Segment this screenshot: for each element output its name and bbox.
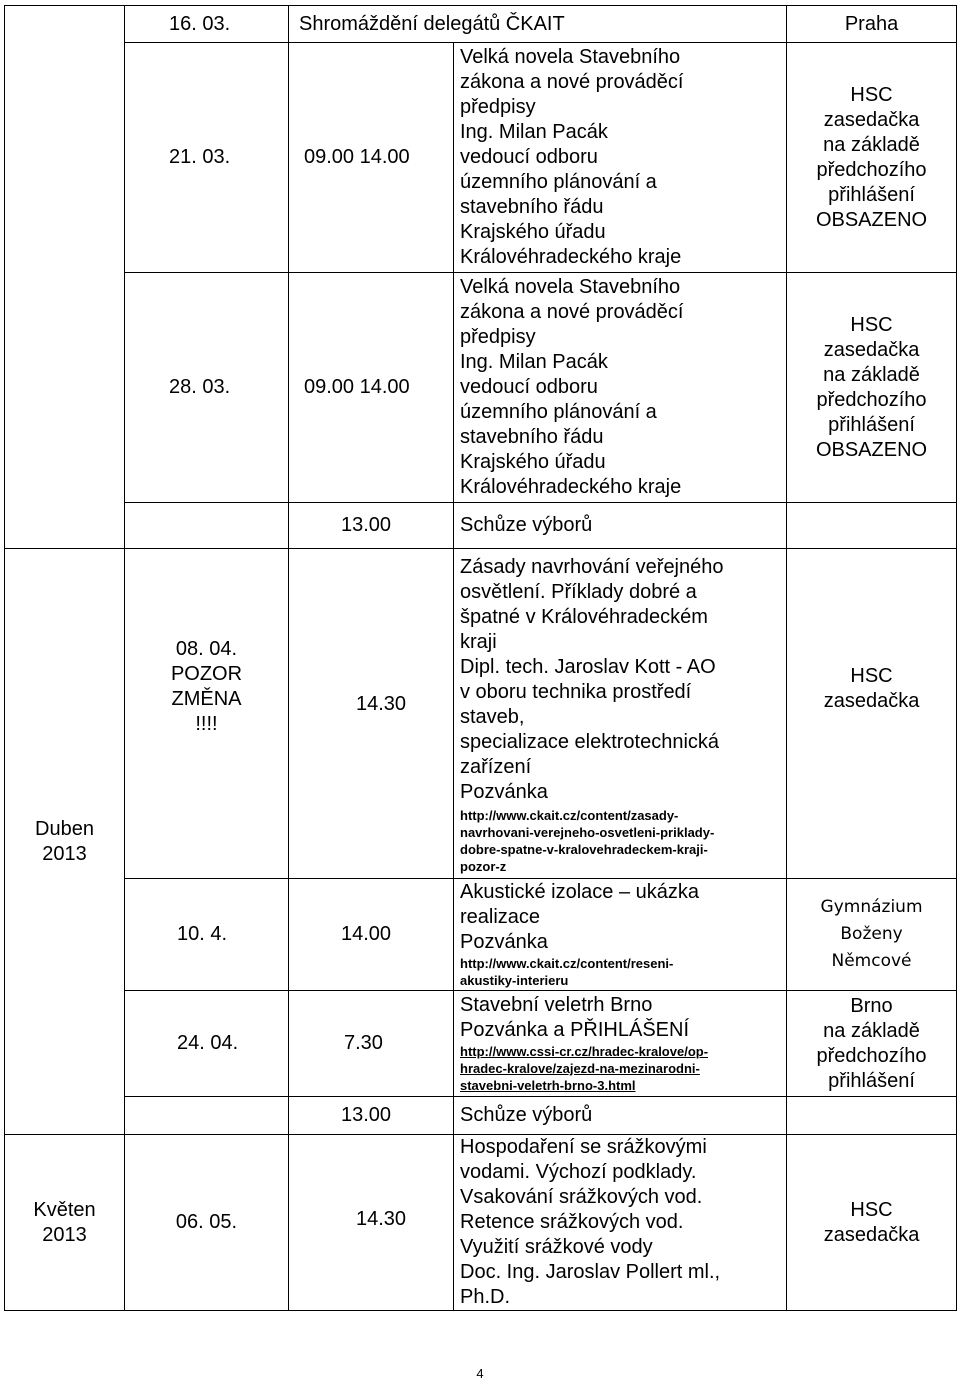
place-line: zasedačka (823, 1223, 920, 1246)
date-cell (125, 503, 289, 549)
table-row (5, 549, 957, 879)
time-cell: 13.00 (289, 1097, 454, 1135)
invitation-link[interactable]: http://www.ckait.cz/content/reseni- (460, 956, 674, 971)
date-text: 08. 04. (175, 638, 238, 660)
place-line: Boženy (840, 924, 903, 944)
desc-line: specializace elektrotechnická (460, 731, 720, 753)
table-row (5, 6, 957, 43)
desc-line: Velká novela Stavebního (460, 46, 681, 68)
time-cell: 14.00 (289, 879, 454, 991)
place-line: Gymnázium (820, 897, 923, 917)
status-text: OBSAZENO (815, 208, 928, 231)
desc-line: Retence srážkových vod. (460, 1211, 684, 1233)
desc-line: Královéhradeckého kraje (460, 476, 682, 498)
month-cell (5, 549, 125, 1135)
invitation-label: Pozvánka (460, 931, 548, 953)
desc-line: zákona a nové prováděcí (460, 71, 684, 93)
desc-line: Dipl. tech. Jaroslav Kott - AO (460, 656, 716, 678)
desc-line: zařízení (460, 756, 532, 778)
place-line: přihlášení (828, 413, 915, 436)
desc-line: Akustické izolace – ukázka (460, 881, 700, 903)
desc-line: Ph.D. (460, 1286, 511, 1308)
place-line: zasedačka (823, 108, 920, 131)
place-line: na základě (823, 363, 920, 386)
desc-line: zákona a nové prováděcí (460, 301, 684, 323)
desc-line: předpisy (460, 326, 536, 348)
event-title: Schůze výborů (454, 1097, 787, 1135)
desc-line: stavebního řádu (460, 196, 604, 218)
place-line: přihlášení (828, 1069, 915, 1092)
time-cell: 13.00 (289, 503, 454, 549)
desc-line: Královéhradeckého kraje (460, 246, 682, 268)
table-row (5, 991, 957, 1097)
date-cell: 16. 03. (125, 6, 289, 43)
place-line: Brno (850, 994, 893, 1017)
event-description (454, 273, 787, 503)
month-cell (5, 1135, 125, 1311)
place-line: předchozího (816, 1044, 927, 1067)
event-title: Schůze výborů (454, 503, 787, 549)
place-cell (787, 273, 957, 503)
date-cell (125, 1097, 289, 1135)
desc-line: Hospodaření se srážkovými (460, 1136, 707, 1158)
notice-text: POZOR (170, 663, 243, 685)
place-line: přihlášení (828, 183, 915, 206)
desc-line: kraji (460, 631, 497, 653)
date-cell: 06. 05. (125, 1135, 289, 1311)
time-cell: 14.30 (289, 549, 454, 879)
invitation-label: Pozvánka (460, 781, 548, 803)
table-row (5, 503, 957, 549)
place-cell (787, 879, 957, 991)
desc-line: v oboru technika prostředí (460, 681, 692, 703)
invitation-link[interactable]: stavebni-veletrh-brno-3.html (460, 1078, 636, 1093)
place-cell (787, 503, 957, 549)
place-cell (787, 991, 957, 1097)
event-description (454, 879, 787, 991)
desc-line: Ing. Milan Pacák (460, 351, 608, 373)
place-cell (787, 1135, 957, 1311)
desc-line: špatné v Královéhradeckém (460, 606, 708, 628)
desc-line: realizace (460, 906, 541, 928)
status-text: OBSAZENO (815, 438, 928, 461)
desc-line: územního plánování a (460, 401, 657, 423)
date-cell: 28. 03. (125, 273, 289, 503)
time-cell: 09.00 14.00 (289, 273, 454, 503)
desc-line: Ing. Milan Pacák (460, 121, 608, 143)
place-line: HSC (850, 665, 893, 687)
place-line: na základě (823, 133, 920, 156)
time-cell: 14.30 (289, 1135, 454, 1311)
desc-line: Krajského úřadu (460, 451, 606, 473)
place-line: HSC (850, 1198, 893, 1221)
table-row (5, 879, 957, 991)
place-line: na základě (823, 1019, 920, 1042)
invitation-link[interactable]: akustiky-interieru (460, 973, 569, 988)
place-line: předchozího (816, 158, 927, 181)
place-cell (787, 43, 957, 273)
date-cell (125, 549, 289, 879)
place-line: HSC (850, 313, 893, 336)
place-cell: Praha (787, 6, 957, 43)
notice-text: !!!! (195, 713, 218, 735)
invitation-label: Pozvánka a PŘIHLÁŠENÍ (460, 1019, 689, 1041)
date-cell: 24. 04. (125, 991, 289, 1097)
table-row (5, 273, 957, 503)
place-line: HSC (850, 83, 893, 106)
desc-line: vodami. Výchozí podklady. (460, 1161, 697, 1183)
month-label: Duben (35, 817, 94, 840)
desc-line: vedoucí odboru (460, 146, 598, 168)
invitation-link[interactable]: pozor-z (460, 859, 507, 874)
table-row (5, 1097, 957, 1135)
desc-line: Doc. Ing. Jaroslav Pollert ml., (460, 1261, 721, 1283)
desc-line: vedoucí odboru (460, 376, 598, 398)
event-description (454, 1135, 787, 1311)
event-title: Shromáždění delegátů ČKAIT (289, 6, 787, 43)
desc-line: Využití srážkové vody (460, 1236, 653, 1258)
month-cell (5, 6, 125, 549)
event-description (454, 43, 787, 273)
place-line: zasedačka (823, 690, 920, 712)
desc-line: předpisy (460, 96, 536, 118)
date-cell: 21. 03. (125, 43, 289, 273)
page-number: 4 (476, 1366, 484, 1381)
desc-line: Zásady navrhování veřejného (460, 556, 724, 578)
event-description (454, 549, 787, 879)
desc-line: Vsakování srážkových vod. (460, 1186, 703, 1208)
invitation-link[interactable]: http://www.ckait.cz/content/zasady- (460, 808, 679, 823)
desc-line: stavebního řádu (460, 426, 604, 448)
place-line: Němcové (831, 951, 912, 971)
invitation-link[interactable]: dobre-spatne-v-kralovehradeckem-kraji- (460, 842, 708, 857)
table-row (5, 43, 957, 273)
event-description (454, 991, 787, 1097)
table-row (5, 1135, 957, 1311)
desc-line: Velká novela Stavebního (460, 276, 681, 298)
invitation-link[interactable]: http://www.cssi-cr.cz/hradec-kralove/op- (460, 1044, 709, 1059)
date-cell: 10. 4. (125, 879, 289, 991)
year-label: 2013 (42, 842, 87, 865)
year-label: 2013 (42, 1223, 87, 1246)
desc-line: Stavební veletrh Brno (460, 994, 653, 1016)
desc-line: územního plánování a (460, 171, 657, 193)
desc-line: osvětlení. Příklady dobré a (460, 581, 697, 603)
month-label: Květen (33, 1198, 96, 1221)
desc-line: staveb, (460, 706, 525, 728)
place-line: zasedačka (823, 338, 920, 361)
invitation-link[interactable]: navrhovani-verejneho-osvetleni-priklady- (460, 825, 715, 840)
notice-text: ZMĚNA (171, 688, 242, 710)
time-cell: 7.30 (289, 991, 454, 1097)
desc-line: Krajského úřadu (460, 221, 606, 243)
place-line: předchozího (816, 388, 927, 411)
place-cell (787, 1097, 957, 1135)
schedule-table (4, 5, 957, 1311)
time-cell: 09.00 14.00 (289, 43, 454, 273)
invitation-link[interactable]: hradec-kralove/zajezd-na-mezinarodni- (460, 1061, 700, 1076)
place-cell (787, 549, 957, 879)
